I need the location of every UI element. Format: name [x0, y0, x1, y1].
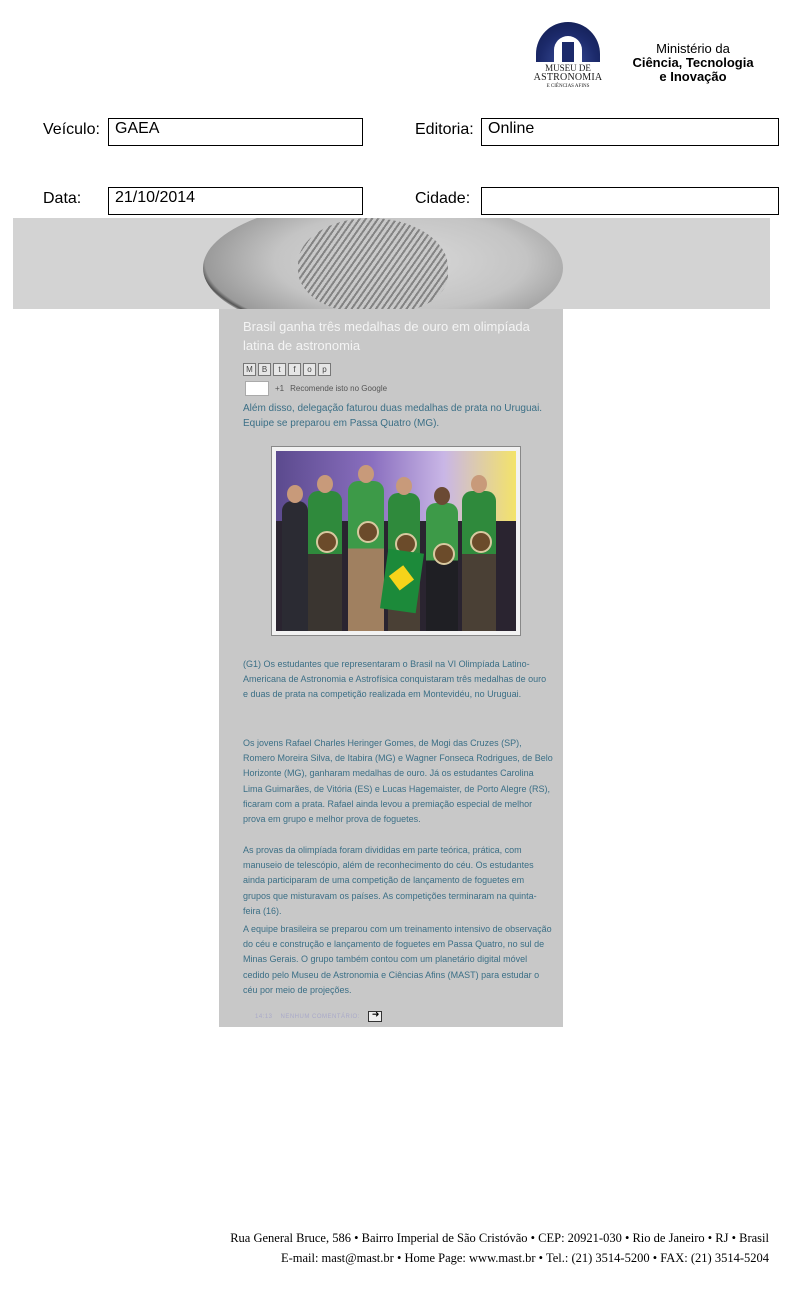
- google-plus-count: +1: [275, 384, 285, 393]
- header-banner: [13, 218, 770, 309]
- email-post-icon[interactable]: [368, 1011, 382, 1022]
- blog-icon[interactable]: B: [258, 363, 271, 376]
- article-paragraph-1: (G1) Os estudantes que representaram o Brasil na VI Olimpíada Latino-Americana de Astronomia e Astrofísica conquistaram três medalhas de ouro e duas de prata na competição realizada em Montevidéu, no Uruguai.: [243, 659, 547, 700]
- article-title: Brasil ganha três medalhas de ouro em olimpíada latina de astronomia: [243, 319, 530, 353]
- data-label: Data:: [43, 190, 82, 207]
- editoria-label: Editoria:: [415, 121, 474, 138]
- article-clipping: [219, 309, 563, 1027]
- google-plus-button[interactable]: [245, 381, 269, 396]
- article-lead: Além disso, delegação faturou duas medalhas de prata no Uruguai. Equipe se preparou em Passa Quatro (MG).: [243, 403, 543, 429]
- ministry-line2: Ciência, Tecnologia: [632, 55, 754, 70]
- twitter-icon[interactable]: t: [273, 363, 286, 376]
- team-photo: [271, 446, 521, 636]
- orkut-icon[interactable]: o: [303, 363, 316, 376]
- pinterest-icon[interactable]: p: [318, 363, 331, 376]
- logo-line3: E CIÊNCIAS AFINS: [546, 84, 590, 89]
- mast-logo: [532, 22, 604, 92]
- article-paragraph-2: Os jovens Rafael Charles Heringer Gomes, de Mogi das Cruzes (SP), Romero Moreira Silva, de Itabira (MG) e Wagner Fonseca Rodrigues, de Belo Horizonte (MG), ganharam medalhas de ouro. Já os estudantes Carolina Lima Guimarães, de Vitória (ES) e Lucas Hagemaister, de Porto Alegre (RS), ficaram com a prata. Rafael ainda levou a premiação especial de melhor prova em grupo e melhor prova de foguetes.: [243, 738, 553, 825]
- data-field: 21/10/2014: [108, 187, 363, 215]
- ministry-line3: e Inovação: [659, 69, 727, 84]
- philosopher-medallion-image: [203, 218, 563, 309]
- footer-contact: E-mail: mast@mast.br • Home Page: www.mast.br • Tel.: (21) 3514-5200 • FAX: (21) 3514-5204: [280, 1251, 769, 1265]
- logo-line1: MUSEU DE: [545, 63, 591, 73]
- veiculo-field: GAEA: [108, 118, 363, 146]
- ministry-logo: [618, 42, 768, 84]
- google-plus-text[interactable]: Recomende isto no Google: [290, 384, 388, 393]
- google-plus-row: [245, 381, 387, 396]
- cidade-label: Cidade:: [415, 190, 471, 207]
- footer-address: Rua General Bruce, 586 • Bairro Imperial de São Cristóvão • CEP: 20921-030 • Rio de Janeiro • RJ • Brasil: [230, 1231, 769, 1245]
- observatory-dome-icon: [536, 22, 600, 62]
- post-footer: [255, 1011, 382, 1022]
- logo-line2: ASTRONOMIA: [533, 72, 603, 83]
- cidade-field: [481, 187, 779, 215]
- editoria-field: Online: [481, 118, 779, 146]
- article-paragraph-3: As provas da olimpíada foram divididas em parte teórica, prática, com manuseio de telescópio, além de reconhecimento do céu. Os estudantes ainda participaram de uma competição de lançamento de foguetes em grupos que misturavam os países. As competições terminaram na quinta-feira (16).: [243, 845, 537, 916]
- veiculo-label: Veículo:: [43, 121, 100, 138]
- post-comments-link[interactable]: NENHUM COMENTÁRIO:: [280, 1013, 360, 1020]
- facebook-icon[interactable]: f: [288, 363, 301, 376]
- email-icon[interactable]: M: [243, 363, 256, 376]
- share-buttons: [243, 363, 331, 375]
- post-time[interactable]: 14:13: [255, 1013, 273, 1020]
- ministry-line1: Ministério da: [656, 41, 730, 56]
- article-paragraph-4: A equipe brasileira se preparou com um treinamento intensivo de observação do céu e construção e lançamento de foguetes em Passa Quatro, no sul de Minas Gerais. O grupo também contou com um planetário digital móvel cedido pelo Museu de Astronomia e Ciências Afins (MAST) para estudar o céu por meio de projeções.: [243, 924, 552, 995]
